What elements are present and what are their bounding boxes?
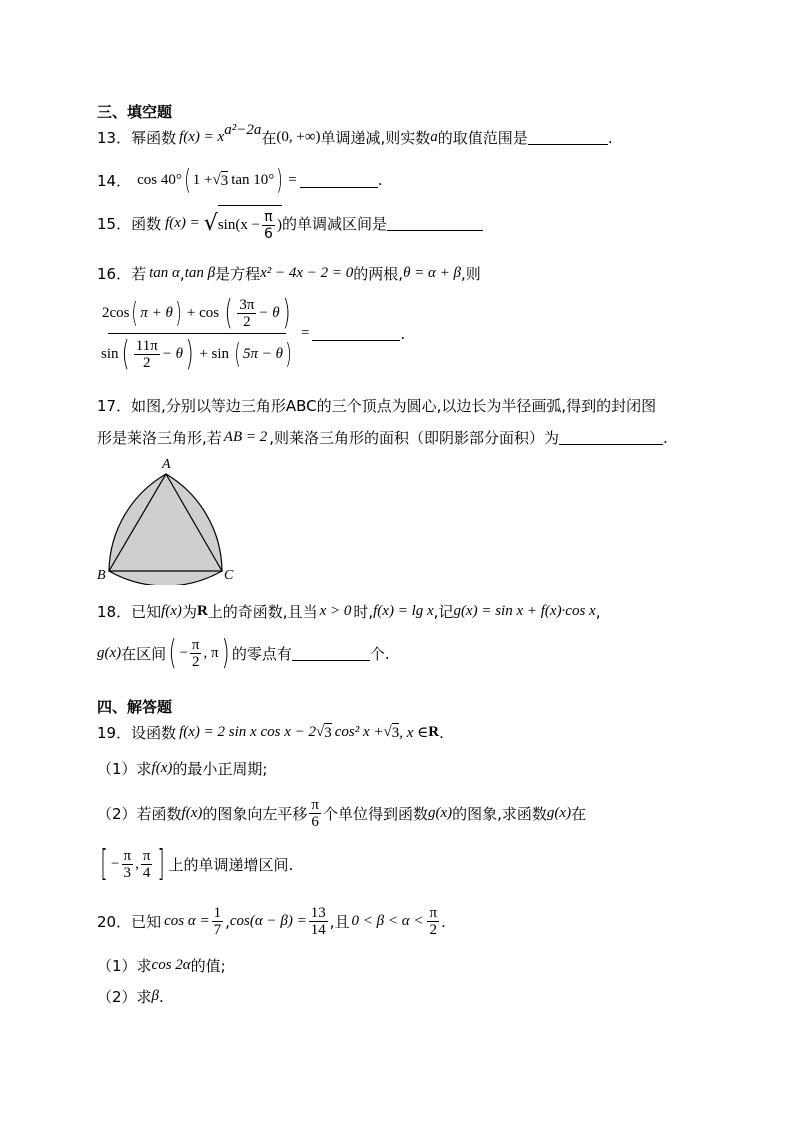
question-18-line-2: g(x) 在区间 ( − $\frac{\pi}{2}$ , π ) 的零点有 个. (97, 633, 390, 673)
question-number: 13． (97, 129, 132, 147)
reuleaux-shaded-region (109, 474, 222, 585)
question-13: 13． 幂函数 f(x) = x $^{a^2-2a}$ 在 (0, +∞) 单调递减,则实数 a 的取值范围是 . (97, 122, 613, 147)
vertex-label-b: B (97, 568, 106, 583)
question-15: 15． 函数 f(x) = √ sin(x − $\frac{\pi}{6}$ ) 的单调减区间是 (97, 205, 483, 242)
question-number: 14． (97, 171, 132, 190)
answer-blank (559, 430, 663, 445)
answer-blank (300, 173, 378, 188)
answer-blank (292, 646, 370, 661)
question-number: 16． (97, 265, 132, 283)
answer-blank (387, 216, 483, 231)
section-title-solutions: 四、解答题 (97, 698, 173, 716)
question-19-part-2: （2）若函数 f(x) 的图象向左平移 $\frac{\pi}{6}$ 个单位得到函数 g(x) 的图象,求函数 g(x) 在 (97, 797, 587, 830)
question-number: 18． (97, 603, 132, 621)
question-number: 17． (97, 397, 132, 415)
question-16: 16． 若 tan α , tan β 是方程 x² − 4x − 2 = 0 的两根, θ = α + β ,则 (97, 264, 481, 283)
question-20-part-1: （1）求 cos 2α 的值; (97, 957, 226, 975)
question-19-part-1: （1）求 f(x) 的最小正周期; (97, 760, 268, 778)
fraction-numerator: 2cos ( π + θ ) + cos ( $\frac{3\pi}{2}$ − θ ) (101, 293, 291, 333)
question-number: 19． (97, 724, 132, 742)
question-14: 14． cos 40° ( 1 + √ 3 tan 10° ) = . (97, 163, 383, 196)
fraction-denominator: sin ( $\frac{11\pi}{2}$ − θ ) + sin ( 5π − θ ) (101, 334, 292, 374)
vertex-label-c: C (224, 568, 234, 583)
reuleaux-triangle-figure (92, 455, 242, 585)
question-19-part-2-interval: [ − $\frac{\pi}{3}$ , $\frac{\pi}{4}$ ] 上的单调递增区间. (100, 843, 294, 884)
answer-blank (312, 326, 400, 341)
question-number: 15． (97, 215, 132, 233)
question-17-line-1: 17． 如图,分别以等边三角形ABC的三个顶点为圆心,以边长为半径画弧,得到的封闭图 (97, 397, 657, 415)
question-20: 20． 已知 cos α = $\frac{1}{7}$ , cos(α − β) = $\frac{13}{14}$ ,且 0 < β < α < $\frac{\pi}{2}$ . (97, 905, 446, 938)
answer-blank (528, 130, 608, 145)
question-16-fraction: 2cos ( π + θ ) + cos ( $\frac{3\pi}{2}$ − θ ) sin ( $\frac{11\pi}{2}$ − θ ) + sin ( 5π − θ ) = . (97, 296, 405, 371)
question-19: 19． 设函数 f(x) = 2 sin x cos x − 2 √ 3 cos² x + √ 3 , x ∈ R . (97, 723, 444, 742)
question-20-part-2: （2）求 β . (97, 987, 164, 1006)
question-18-line-1: 18． 已知 f(x) 为 R 上的奇函数,且当 x > 0 时, f(x) = lg x ,记 g(x) = sin x + f(x)·cos x , (97, 602, 601, 621)
question-17-line-2: 形是莱洛三角形,若 AB = 2 ,则莱洛三角形的面积（即阴影部分面积）为 . (97, 428, 668, 447)
question-number: 20． (97, 913, 132, 931)
section-title-fill-in: 三、填空题 (97, 103, 173, 121)
vertex-label-a: A (162, 457, 171, 472)
